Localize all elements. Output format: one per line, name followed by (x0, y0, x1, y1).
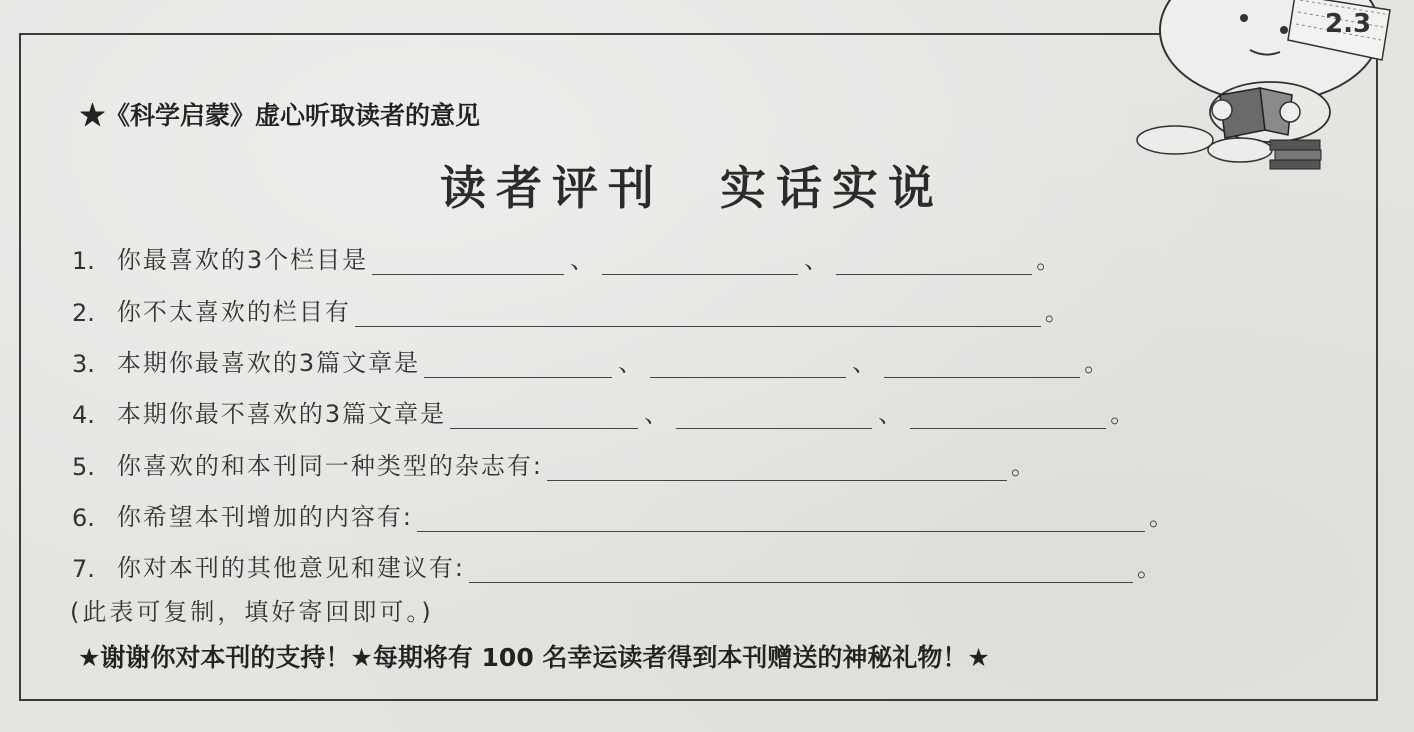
question-text: 你希望本刊增加的内容有: (116, 503, 413, 531)
end-mark: 。 (1137, 554, 1163, 582)
question-text: 你不太喜欢的栏目有 (116, 298, 351, 326)
page-title: 读者评刊 实话实说 (440, 161, 944, 215)
separator: 、 (878, 400, 905, 428)
question-3 (72, 343, 1110, 378)
header-line: ★《科学启蒙》虚心听取读者的意见 (80, 101, 481, 130)
answer-blank[interactable] (836, 250, 1032, 275)
answer-blank[interactable] (417, 507, 1145, 532)
question-text: 本期你最喜欢的3篇文章是 (116, 349, 421, 377)
reading-mascot-illustration (1120, 0, 1414, 175)
question-1 (72, 240, 1062, 275)
answer-blank[interactable] (602, 250, 798, 275)
question-number: 3. (72, 350, 95, 378)
question-7 (72, 548, 1163, 583)
end-mark: 。 (1011, 452, 1037, 480)
separator: 、 (644, 400, 671, 428)
question-number: 6. (72, 504, 95, 532)
answer-blank[interactable] (450, 404, 638, 429)
mascot-badge-text: 2.3 (1325, 9, 1372, 39)
separator: 、 (618, 349, 645, 377)
end-mark: 。 (1149, 503, 1175, 531)
answer-blank[interactable] (884, 353, 1080, 378)
end-mark: 。 (1110, 400, 1137, 428)
question-2 (72, 292, 1071, 327)
question-6 (72, 497, 1175, 532)
question-number: 4. (72, 401, 95, 429)
question-text: 你对本刊的其他意见和建议有: (116, 554, 465, 582)
question-number: 2. (72, 299, 95, 327)
question-number: 5. (72, 453, 95, 481)
answer-blank[interactable] (355, 302, 1041, 327)
separator: 、 (804, 246, 831, 274)
question-text: 你最喜欢的3个栏目是 (116, 246, 369, 274)
end-mark: 。 (1036, 246, 1063, 274)
thanks-line: ★谢谢你对本刊的支持！★每期将有 100 名幸运读者得到本刊赠送的神秘礼物！★ (78, 643, 990, 672)
answer-blank[interactable] (372, 250, 564, 275)
question-number: 7. (72, 555, 95, 583)
end-mark: 。 (1044, 298, 1071, 326)
answer-blank[interactable] (424, 353, 612, 378)
end-mark: 。 (1084, 349, 1111, 377)
question-number: 1. (72, 247, 95, 275)
copy-note: (此表可复制，填好寄回即可。) (70, 598, 434, 626)
question-5 (72, 446, 1037, 481)
answer-blank[interactable] (910, 404, 1106, 429)
answer-blank[interactable] (676, 404, 872, 429)
question-text: 你喜欢的和本刊同一种类型的杂志有: (116, 452, 543, 480)
separator: 、 (570, 246, 597, 274)
question-4 (72, 394, 1136, 429)
answer-blank[interactable] (547, 456, 1007, 481)
separator: 、 (852, 349, 879, 377)
answer-blank[interactable] (469, 558, 1133, 583)
question-text: 本期你最不喜欢的3篇文章是 (116, 400, 447, 428)
answer-blank[interactable] (650, 353, 846, 378)
